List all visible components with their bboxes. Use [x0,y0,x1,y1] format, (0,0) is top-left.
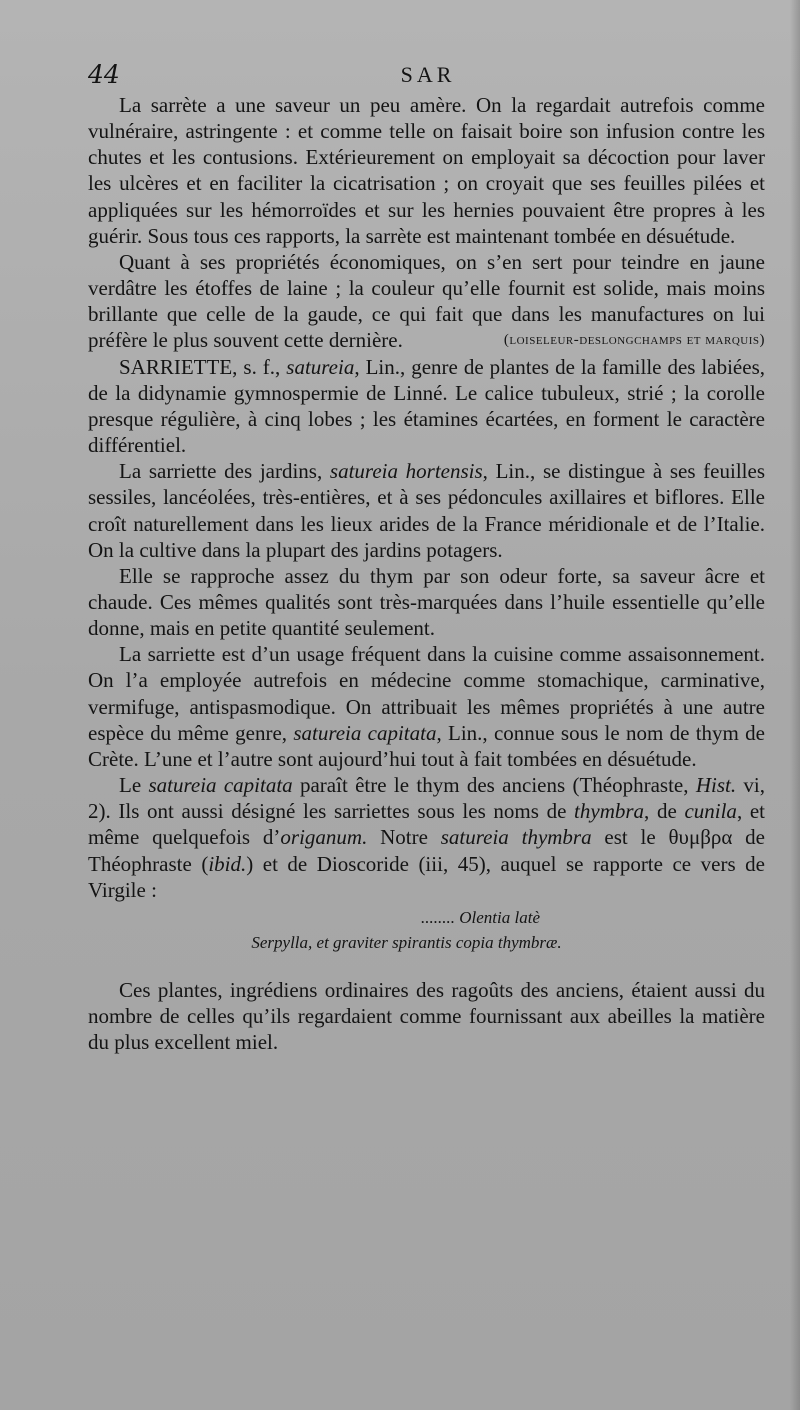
paragraph-abeilles: Ces plantes, ingrédiens ordinaires des ragoûts des anciens, étaient aussi du nombre de celles qu’ils regardaient comme fournissant aux abeilles la matière du plus excellent miel. [88,977,765,1055]
page-number: 44 [88,60,120,89]
verse-line-1: ........ Olentia latè [421,907,540,927]
paragraph-sarrete-economic: Quant à ses propriétés économiques, on s’en sert pour teindre en jaune verdâtre les étoffes de laine ; la couleur qu’elle fournit est solide, mais moins brillante que celle de la gaude, ce qui fait que dans les manufactures on lui préfère le plus souvent cette dernière. [88,249,765,353]
paragraph-sarrete-medicinal: La sarrète a une saveur un peu amère. On la regardait autrefois comme vulnéraire, astringente : et comme telle on faisait boire son infusion contre les chutes et les contusions. Extérieurement on employait sa décoction pour laver les ulcères et en faciliter la cicatrisation ; on croyait que ses feuilles pilées et appliquées sur les hémorroïdes et sur les hernies pouvaient être propres à les guérir. Sous tous ces rapports, la sarrète est maintenant tombée en désuétude. [88,93,765,248]
body-text [88,92,765,1055]
paragraph-anciens: Le satureia capitata paraît être le thym des anciens (Théophraste, Hist. vi, 2). Ils ont aussi désigné les sarriettes sous les noms de thymbra, de cunila, et même quelquefois d’origanum. Notre satureia thymbra est le θυμβρα de Théophraste (ibid.) et de Dioscoride (iii, 45), auquel se rapporte ce vers de Virgile : [88,773,765,902]
author-attribution: (loiseleur-deslongchamps et marquis) [503,332,765,349]
paragraph-sarriette-definition: SARRIETTE, s. f., satureia, Lin., genre de plantes de la famille des labiées, de la didynamie gymnospermie de Linné. Le calice tubuleux, strié ; la corolle presque régulière, à cinq lobes ; les étamines écartées, en forment le caractère différentiel. [88,354,765,458]
page-edge-shadow [790,0,800,1410]
paragraph-usage: La sarriette est d’un usage fréquent dans la cuisine comme assaisonnement. On l’a employée autrefois en médecine comme stomachique, carminative, vermifuge, antispasmodique. On attribuait les mêmes propriétés à une autre espèce du même genre, satureia capitata, Lin., connue sous le nom de thym de Crète. L’une et l’autre sont aujourd’hui tout à fait tombées en désuétude. [88,642,765,771]
entry-headword: SARRIETTE [119,354,233,379]
verse-line-2: Serpylla, et graviter spirantis copia thymbræ. [251,932,562,952]
paragraph-sarriette-jardins: La sarriette des jardins, satureia hortensis, Lin., se distingue à ses feuilles sessiles, lancéolées, très-entières, et à ses pédoncules axillaires et biflores. Elle croît naturellement dans les lieux arides de la France méridionale et de l’Italie. On la cultive dans la plupart des jardins potagers. [88,459,765,562]
virgil-quote [88,905,765,955]
page-header [88,60,768,94]
running-head: SAR [400,62,456,87]
paragraph-odeur: Elle se rapproche assez du thym par son odeur forte, sa saveur âcre et chaude. Ces mêmes qualités sont très-marquées dans l’huile essentielle qu’elle donne, mais en petite quantité seulement. [88,563,765,641]
spacer [88,955,765,977]
